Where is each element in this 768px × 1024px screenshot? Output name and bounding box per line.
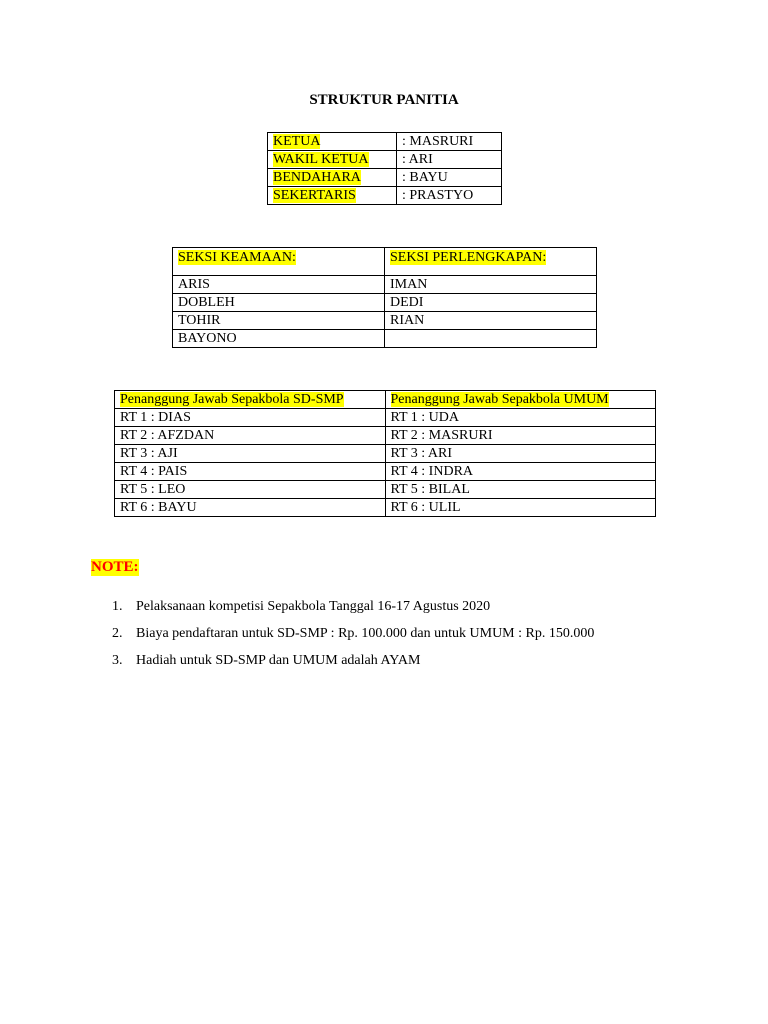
role-name: : ARI [397,151,502,169]
table-row [115,499,656,517]
column-header: Penanggung Jawab Sepakbola SD-SMP [120,392,344,407]
list-item [112,597,594,624]
table-row [173,330,597,348]
table-row [115,445,656,463]
role-name: : BAYU [397,169,502,187]
seksi-table [172,247,597,348]
table-cell: DEDI [385,294,597,312]
notes-list [112,597,594,678]
list-text: Pelaksanaan kompetisi Sepakbola Tanggal 16-17 Agustus 2020 [136,599,491,614]
role-label: BENDAHARA [273,170,361,185]
table-row [115,427,656,445]
list-text: Hadiah untuk SD-SMP dan UMUM adalah AYAM [136,653,421,668]
table-cell: RT 1 : UDA [385,409,656,427]
table-row [268,133,502,151]
table-cell: RT 6 : BAYU [115,499,386,517]
role-name: : MASRURI [397,133,502,151]
table-row [268,187,502,205]
table-cell: RT 4 : PAIS [115,463,386,481]
list-item [112,624,594,651]
table-cell: RT 3 : AJI [115,445,386,463]
list-text: Biaya pendaftaran untuk SD-SMP : Rp. 100.000 dan untuk UMUM : Rp. 150.000 [136,626,595,641]
table-row [115,409,656,427]
table-cell: RT 5 : BILAL [385,481,656,499]
role-label: WAKIL KETUA [273,152,369,167]
table-cell: ARIS [173,276,385,294]
table-row [115,463,656,481]
table-row [173,312,597,330]
list-number: 2. [112,626,123,641]
column-header: SEKSI PERLENGKAPAN: [390,250,547,265]
table-cell: RT 2 : AFZDAN [115,427,386,445]
page-title: STRUKTUR PANITIA [309,92,459,108]
table-header-row [173,248,597,276]
role-name: : PRASTYO [397,187,502,205]
table-cell: RT 3 : ARI [385,445,656,463]
table-cell: RIAN [385,312,597,330]
table-cell [385,330,597,348]
table-cell: RT 5 : LEO [115,481,386,499]
table-cell: TOHIR [173,312,385,330]
note-label: NOTE: [91,559,139,575]
table-row [268,169,502,187]
table-row [173,294,597,312]
table-row [115,481,656,499]
list-number: 3. [112,653,123,668]
penanggung-jawab-table [114,390,656,517]
table-row [268,151,502,169]
table-cell: BAYONO [173,330,385,348]
table-cell: RT 6 : ULIL [385,499,656,517]
table-header-row [115,391,656,409]
table-cell: IMAN [385,276,597,294]
table-cell: DOBLEH [173,294,385,312]
table-cell: RT 4 : INDRA [385,463,656,481]
column-header: Penanggung Jawab Sepakbola UMUM [390,392,609,407]
table-cell: RT 1 : DIAS [115,409,386,427]
table-row [173,276,597,294]
column-header: SEKSI KEAMAAN: [178,250,296,265]
role-label: SEKERTARIS [273,188,356,203]
pengurus-table [267,132,502,205]
table-cell: RT 2 : MASRURI [385,427,656,445]
list-number: 1. [112,599,123,614]
list-item [112,651,594,678]
role-label: KETUA [273,134,321,149]
